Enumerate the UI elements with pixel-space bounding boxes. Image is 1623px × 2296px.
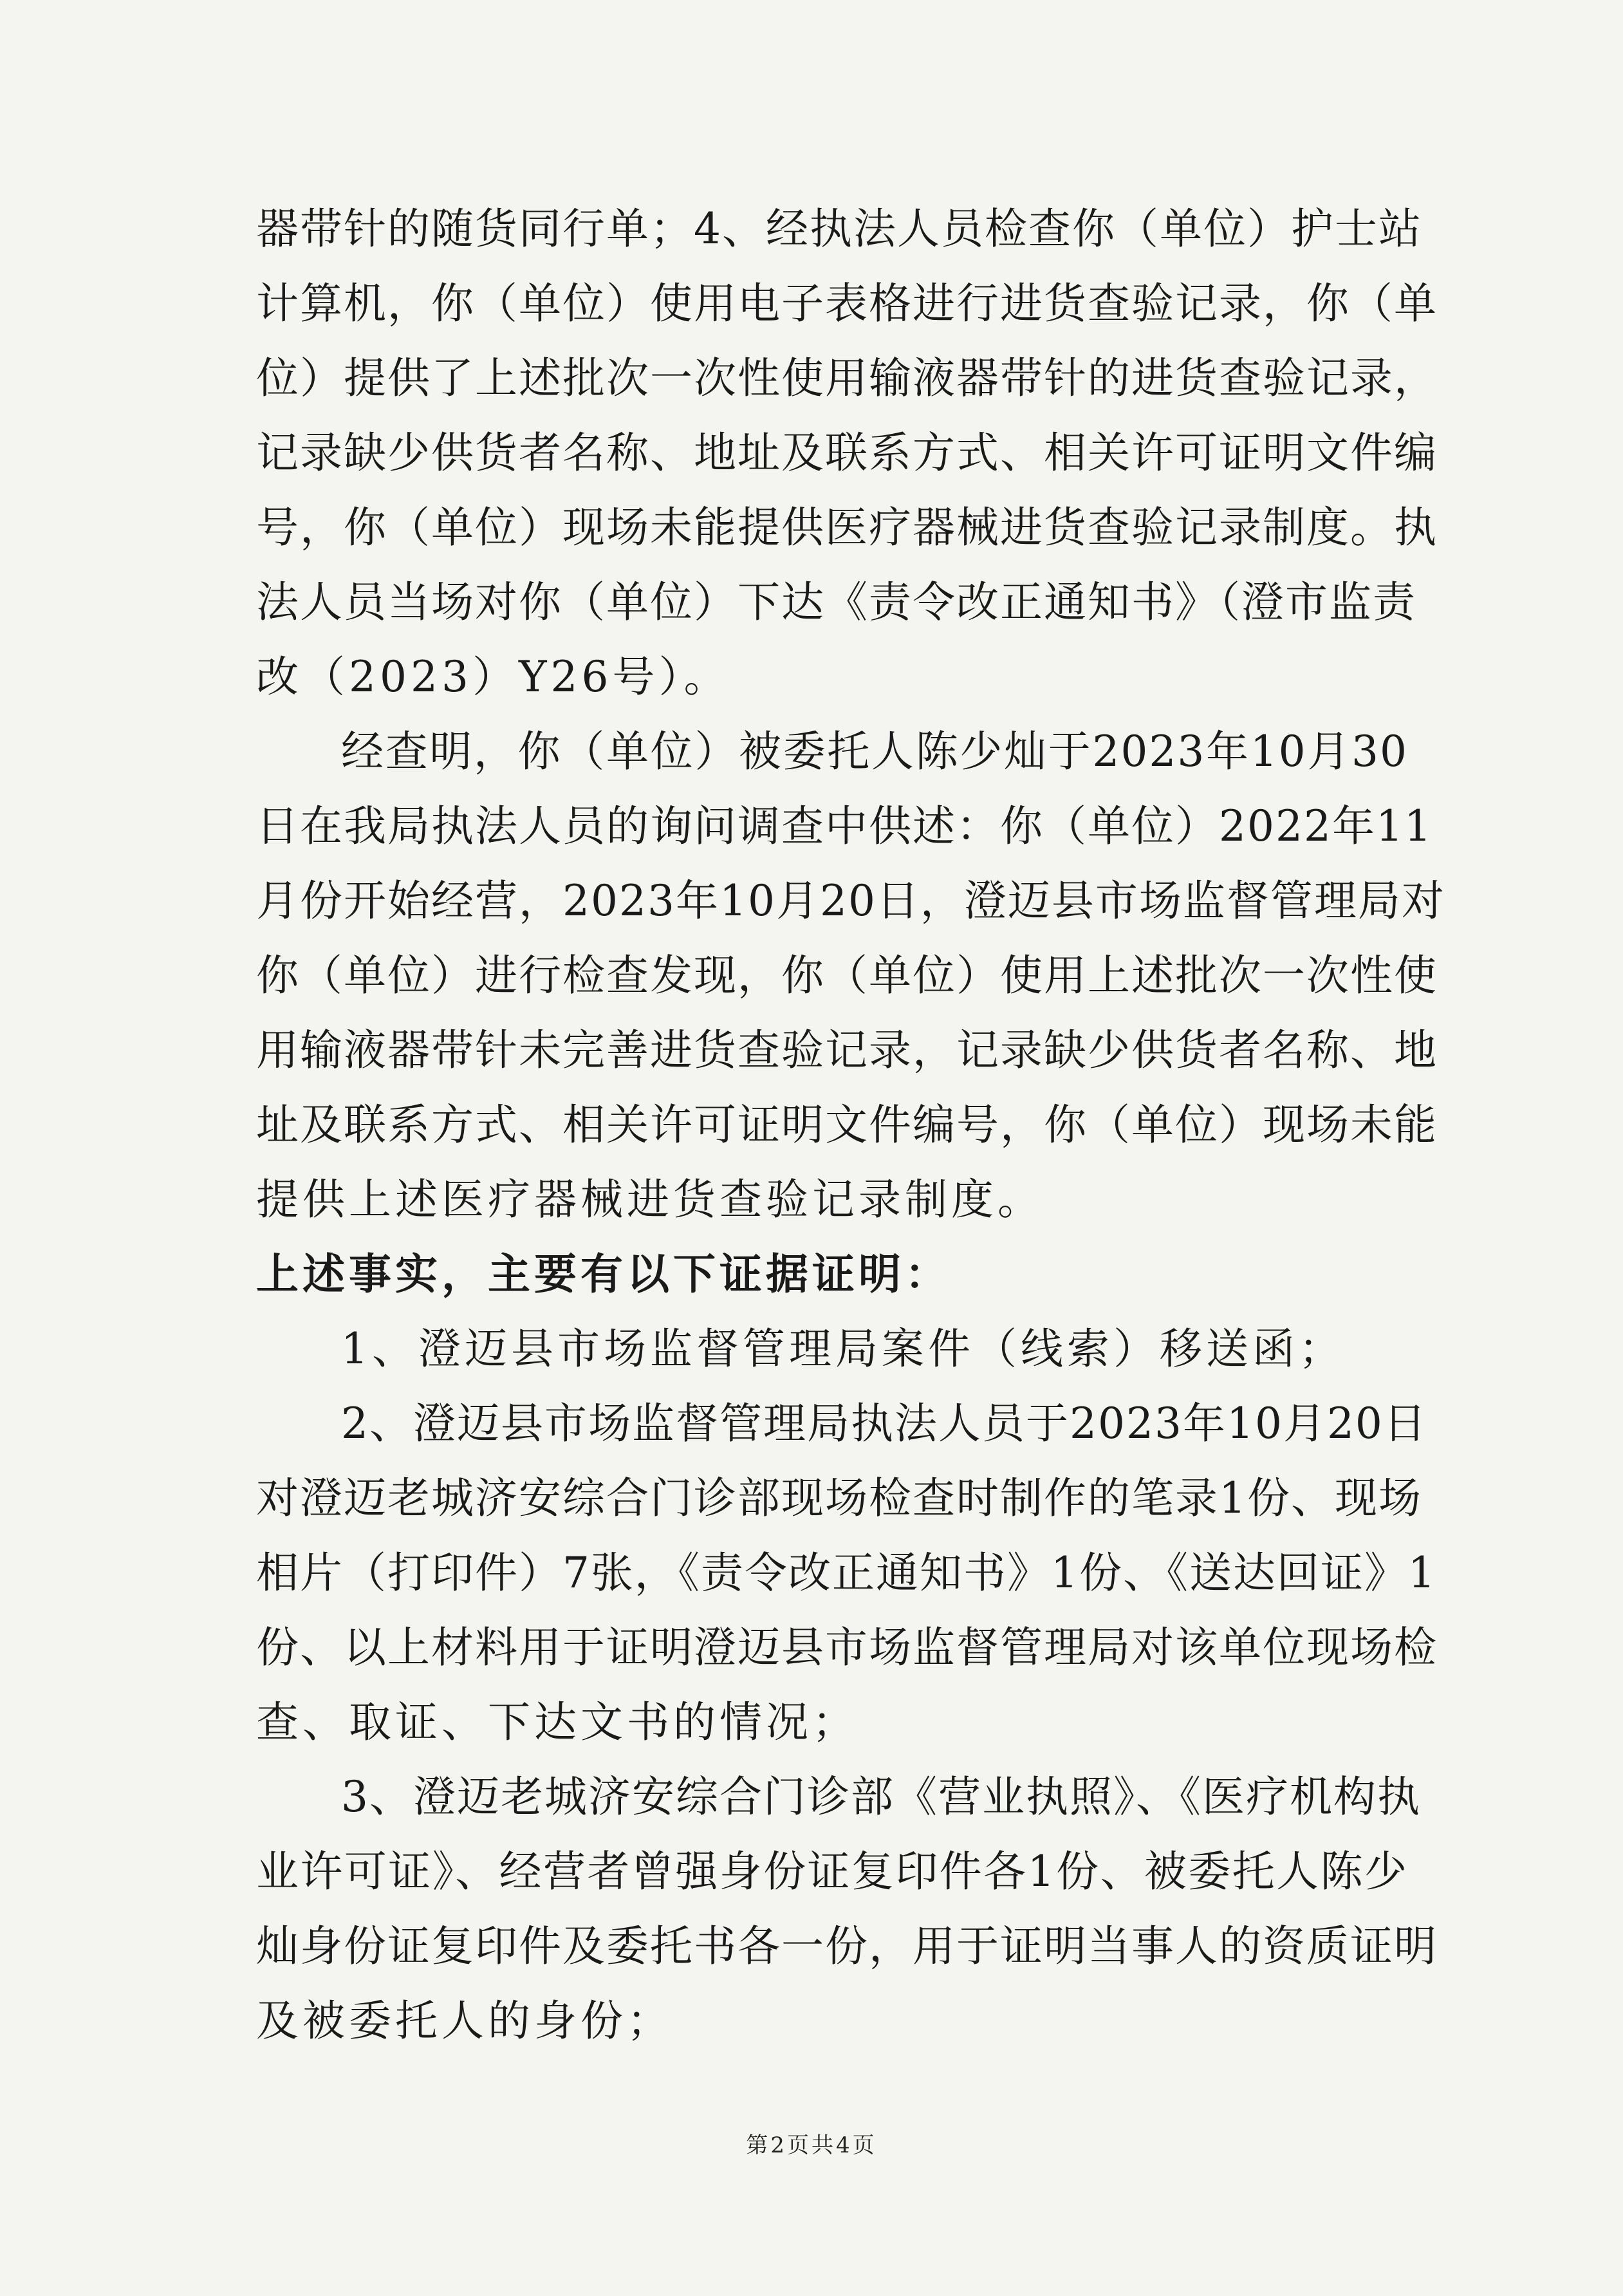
evidence-item: 3、澄迈老城济安综合门诊部《营业执照》、《医疗机构执 <box>341 1772 1421 1822</box>
body-line: 灿身份证复印件及委托书各一份，用于证明当事人的资质证明 <box>256 1921 1438 1971</box>
body-line: 经查明，你（单位）被委托人陈少灿于2023年10月30 <box>341 727 1408 776</box>
body-line: 提供上述医疗器械进货查验记录制度。 <box>256 1175 1044 1224</box>
body-line: 改（2023）Y26号）。 <box>256 652 730 702</box>
body-line: 你（单位）进行检查发现，你（单位）使用上述批次一次性使 <box>256 951 1438 1000</box>
page-number: 第2页共4页 <box>746 2133 877 2158</box>
body-line: 法人员当场对你（单位）下达《责令改正通知书》（澄市监责 <box>256 577 1416 627</box>
body-line: 计算机，你（单位）使用电子表格进行进货查验记录，你（单 <box>256 279 1438 328</box>
evidence-item: 2、澄迈县市场监督管理局执法人员于2023年10月20日 <box>341 1399 1427 1448</box>
body-line: 及被委托人的身份； <box>256 1996 673 2046</box>
body-line: 器带针的随货同行单；4、经执法人员检查你（单位）护士站 <box>256 204 1422 254</box>
body-line: 日在我局执法人员的询问调查中供述：你（单位）2022年11 <box>256 801 1433 851</box>
evidence-item: 1、澄迈县市场监督管理局案件（线索）移送函； <box>341 1324 1345 1374</box>
section-heading: 上述事实，主要有以下证据证明： <box>256 1249 951 1299</box>
body-line: 查、取证、下达文书的情况； <box>256 1697 858 1747</box>
body-line: 记录缺少供货者名称、地址及联系方式、相关许可证明文件编 <box>256 428 1438 478</box>
body-line: 用输液器带针未完善进货查验记录，记录缺少供货者名称、地 <box>256 1025 1438 1075</box>
body-line: 相片（打印件）7张，《责令改正通知书》1份、《送达回证》1 <box>256 1548 1436 1598</box>
body-line: 份、以上材料用于证明澄迈县市场监督管理局对该单位现场检 <box>256 1623 1438 1672</box>
body-line: 对澄迈老城济安综合门诊部现场检查时制作的笔录1份、现场 <box>256 1473 1422 1523</box>
body-line: 业许可证》、经营者曾强身份证复印件各1份、被委托人陈少 <box>256 1847 1408 1896</box>
body-line: 号，你（单位）现场未能提供医疗器械进货查验记录制度。执 <box>256 503 1438 552</box>
body-line: 址及联系方式、相关许可证明文件编号，你（单位）现场未能 <box>256 1100 1438 1150</box>
body-line: 位）提供了上述批次一次性使用输液器带针的进货查验记录， <box>256 353 1438 403</box>
body-line: 月份开始经营，2023年10月20日，澄迈县市场监督管理局对 <box>256 876 1445 926</box>
